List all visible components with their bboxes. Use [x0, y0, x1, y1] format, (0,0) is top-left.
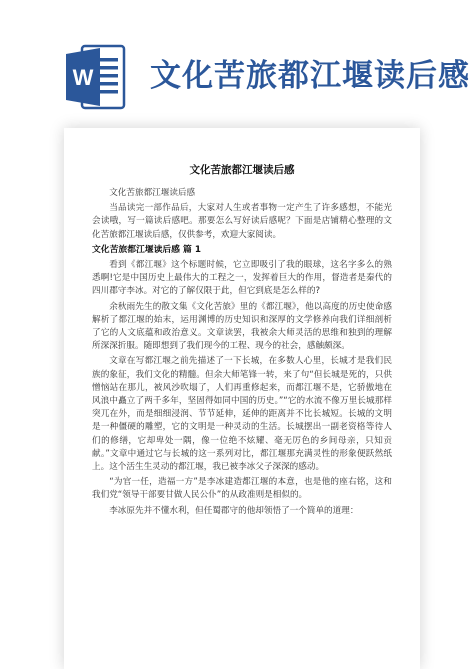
banner-title: 文化苦旅都江堰读后感 — [150, 58, 470, 94]
intro-paragraph-2: 当品读完一部作品后，大家对人生或者事物一定产生了许多感想，不能光会读哦，写一篇读后感吧。那要怎么写好读后感呢？下面是店铺精心整理的文化苦旅都江堰读后感，仅供参考，欢迎大家阅读。 — [92, 203, 392, 240]
body-paragraph-4: “为官一任，造福一方”是李冰建造都江堰的本意，也是他的座右铭，这和我们党“领导干部要甘做人民公仆”的从政准则是相似的。 — [92, 477, 392, 501]
document-page — [64, 128, 420, 669]
document-title: 文化苦旅都江堰读后感 — [189, 164, 295, 176]
word-icon-letter: W — [72, 65, 94, 90]
section-heading: 文化苦旅都江堰读后感 篇 1 — [92, 244, 202, 255]
body-paragraph-5: 李冰原先并不懂水利，但任蜀郡守的他却领悟了一个简单的道理： — [109, 505, 359, 516]
body-paragraph-1: 看到《都江堰》这个标题时候，它立即吸引了我的眼球，这名字多么的熟悉啊!它是中国历史上最伟大的工程之一，发挥着巨大的作用，督造者是秦代的四川郡守李冰。对它的了解仅限于此，但它到底是怎么样的? — [92, 260, 392, 297]
body-paragraph-3: 文章在写都江堰之前先描述了一下长城，在多数人心里，长城才是我们民族的象征，我们文化的精髓。但余大师笔锋一转，来了句“但长城是死的，只供憎恼站在那儿，被风沙吹塌了，人们再重修起来，而都江堰不是，它骄傲地在风浪中矗立了两千多年，坚固得如同中国的历史。”“它的水流不像万里长城那样突兀在外，而是细细浸润、节节延伸，延伸的距离并不比长城短。长城的文明是一种僵硬的雕塑，它的文明是一种灵动的生活。长城摆出一副老资格等待人们的修缮，它却卑处一隅，像一位绝不炫耀、毫无厉色的乡间母亲，只知贡献。”文章中通过它与长城的这一系列对比，都江堰那充满灵性的形象便跃然纸上。这个活生生灵动的都江堰，我已被李冰父子深深的感动。 — [92, 356, 392, 473]
body-paragraph-2: 余秋雨先生的散文集《文化苦旅》里的《都江堰》，他以高度的历史使命感解析了都江堰的始末，运用渊博的历史知识和深厚的文学修养向我们详细剖析了它的人文底蕴和政治意义。文章读罢，我被余大师灵活的思维和独到的理解所深深折服。随即想到了我们现今的工程、现今的社会，感触颇深。 — [92, 301, 392, 352]
word-document-icon — [66, 44, 126, 110]
banner — [0, 0, 474, 120]
intro-paragraph-1: 文化苦旅都江堰读后感 — [109, 188, 196, 198]
